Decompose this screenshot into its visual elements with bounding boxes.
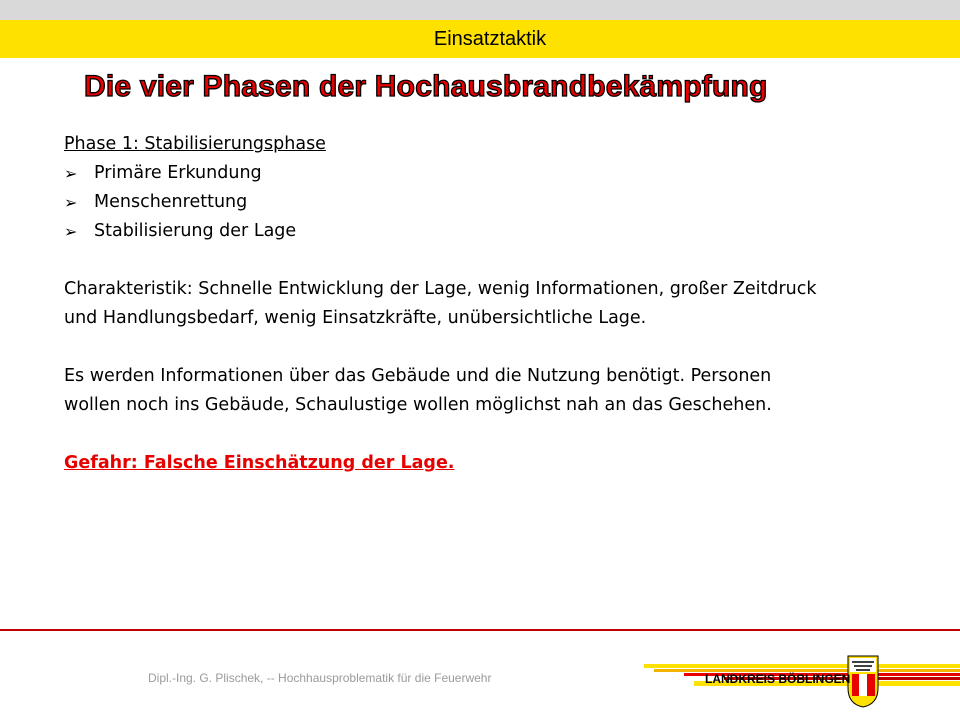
- arrow-bullet-icon: ➢: [64, 193, 78, 212]
- footer-author: Dipl.-Ing. G. Plischek, -- Hochhausproblematik für die Feuerwehr: [148, 671, 492, 685]
- bullet-item: [64, 188, 924, 217]
- phase-heading: Phase 1: Stabilisierungsphase: [64, 134, 326, 154]
- coat-of-arms-icon: [848, 656, 878, 707]
- arrow-bullet-icon: ➢: [64, 164, 78, 183]
- section-label: Einsatztaktik: [433, 27, 547, 50]
- characteristic-line: Charakteristik: Schnelle Entwicklung der Lage, wenig Informationen, großer Zeitdruck: [64, 279, 817, 299]
- slide-content: [64, 130, 924, 478]
- info-line: Es werden Informationen über das Gebäude und die Nutzung benötigt. Personen: [64, 366, 772, 386]
- info-line: wollen noch ins Gebäude, Schaulustige wollen möglichst nah an das Geschehen.: [64, 395, 772, 415]
- bullet-text: Primäre Erkundung: [94, 163, 262, 183]
- bullet-text: Menschenrettung: [94, 192, 248, 212]
- arrow-bullet-icon: ➢: [64, 222, 78, 241]
- bullet-item: [64, 217, 924, 246]
- bullet-item: [64, 159, 924, 188]
- footer-divider: [0, 629, 960, 631]
- header-band: [0, 20, 960, 58]
- slide-title: Die vier Phasen der Hochausbrandbekämpfung: [84, 70, 768, 103]
- top-gray-band: [0, 0, 960, 20]
- danger-note: Gefahr: Falsche Einschätzung der Lage.: [64, 453, 455, 473]
- characteristic-line: und Handlungsbedarf, wenig Einsatzkräfte, unübersichtliche Lage.: [64, 308, 647, 328]
- bullet-text: Stabilisierung der Lage: [94, 221, 297, 241]
- logo-text: LANDKREIS BÖBLINGEN: [705, 672, 851, 686]
